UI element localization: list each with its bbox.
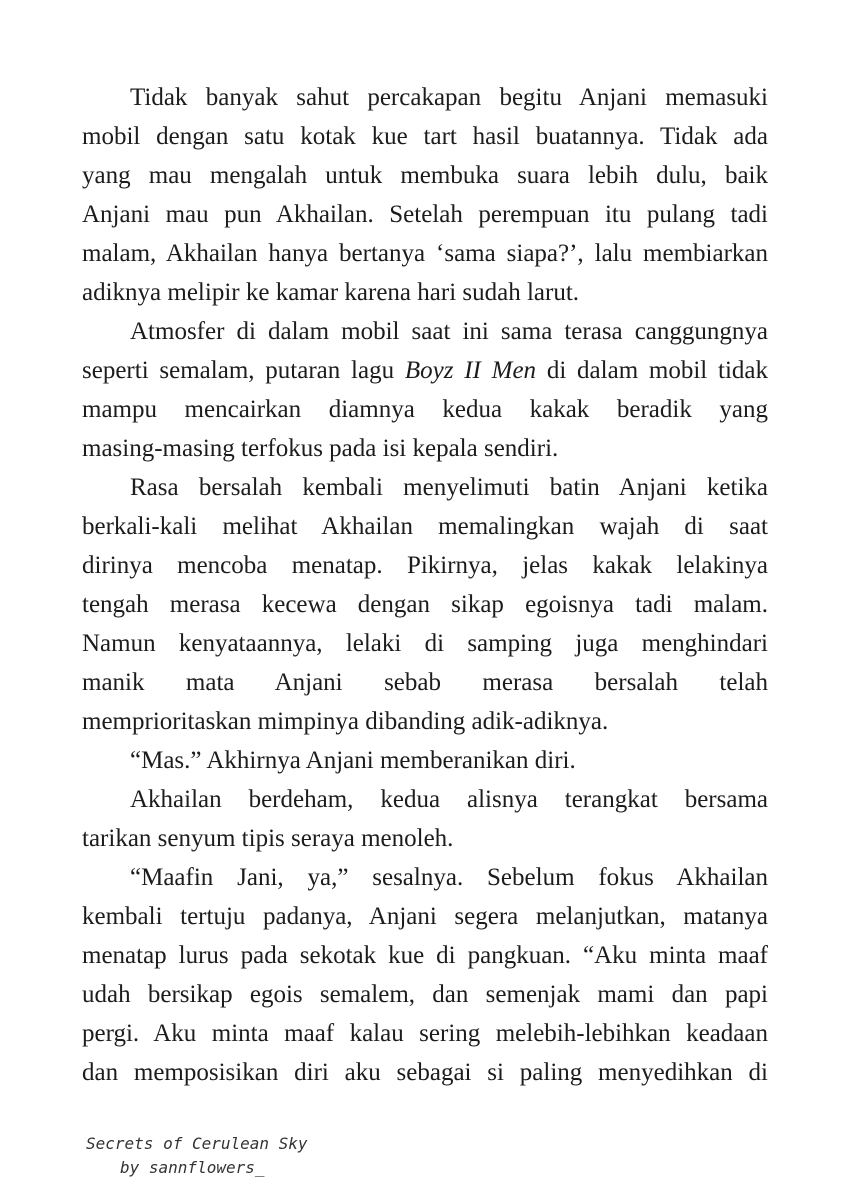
paragraph [82, 741, 768, 780]
story-text [82, 78, 768, 1092]
text-line: malam, Akhailan hanya bertanya ‘sama siapa?’, lalu membiarkan [82, 240, 768, 267]
paragraph [82, 468, 768, 741]
line-text: di dalam mobil tidak [536, 357, 769, 384]
text-line: “Mas.” Akhirnya Anjani memberanikan diri. [130, 747, 576, 774]
paragraph [82, 858, 768, 1092]
text-line: menatap lurus pada sekotak kue di pangkuan. “Aku minta maaf [82, 942, 768, 969]
text-line: tengah merasa kecewa dengan sikap egoisnya tadi malam. [82, 591, 768, 618]
author-byline: by sannflowers_ [120, 1158, 265, 1177]
text-line: kembali tertuju padanya, Anjani segera melanjutkan, matanya [82, 903, 768, 930]
paragraph [82, 780, 768, 858]
text-line: udah bersikap egois semalem, dan semenjak mami dan papi [82, 981, 768, 1008]
text-line: Anjani mau pun Akhailan. Setelah perempuan itu pulang tadi [82, 201, 768, 228]
text-line: memprioritaskan mimpinya dibanding adik-adiknya. [82, 708, 609, 735]
text-line: masing-masing terfokus pada isi kepala sendiri. [82, 435, 559, 462]
line-text: seperti semalam, putaran lagu [82, 357, 405, 384]
text-line: mampu mencairkan diamnya kedua kakak beradik yang [82, 396, 768, 423]
text-line: pergi. Aku minta maaf kalau sering melebih-lebihkan keadaan [82, 1020, 768, 1047]
text-line: Atmosfer di dalam mobil saat ini sama terasa canggungnya [130, 318, 768, 345]
text-line: tarikan senyum tipis seraya menoleh. [82, 825, 454, 852]
text-line: Tidak banyak sahut percakapan begitu Anjani memasuki [130, 84, 768, 111]
text-line: adiknya melipir ke kamar karena hari sudah larut. [82, 279, 580, 306]
footer-signature [86, 1132, 308, 1180]
paragraph [82, 312, 768, 468]
text-line: mobil dengan satu kotak kue tart hasil buatannya. Tidak ada [82, 123, 768, 150]
text-line: Akhailan berdeham, kedua alisnya terangkat bersama [130, 786, 768, 813]
book-title: Secrets of Cerulean Sky [86, 1134, 308, 1153]
text-line: Namun kenyataannya, lelaki di samping juga menghindari [82, 630, 768, 657]
song-title: Boyz II Men [404, 357, 537, 384]
text-line: manik mata Anjani sebab merasa bersalah telah [82, 669, 768, 696]
text-line: dirinya mencoba menatap. Pikirnya, jelas kakak lelakinya [82, 552, 768, 579]
text-line: “Maafin Jani, ya,” sesalnya. Sebelum fokus Akhailan [130, 864, 768, 891]
text-line: yang mau mengalah untuk membuka suara lebih dulu, baik [82, 162, 768, 189]
text-line: Rasa bersalah kembali menyelimuti batin Anjani ketika [130, 474, 768, 501]
paragraph [82, 78, 768, 312]
text-line: berkali-kali melihat Akhailan memalingkan wajah di saat [82, 513, 768, 540]
text-line [82, 351, 768, 390]
text-line: dan memposisikan diri aku sebagai si paling menyedihkan di [82, 1059, 768, 1086]
